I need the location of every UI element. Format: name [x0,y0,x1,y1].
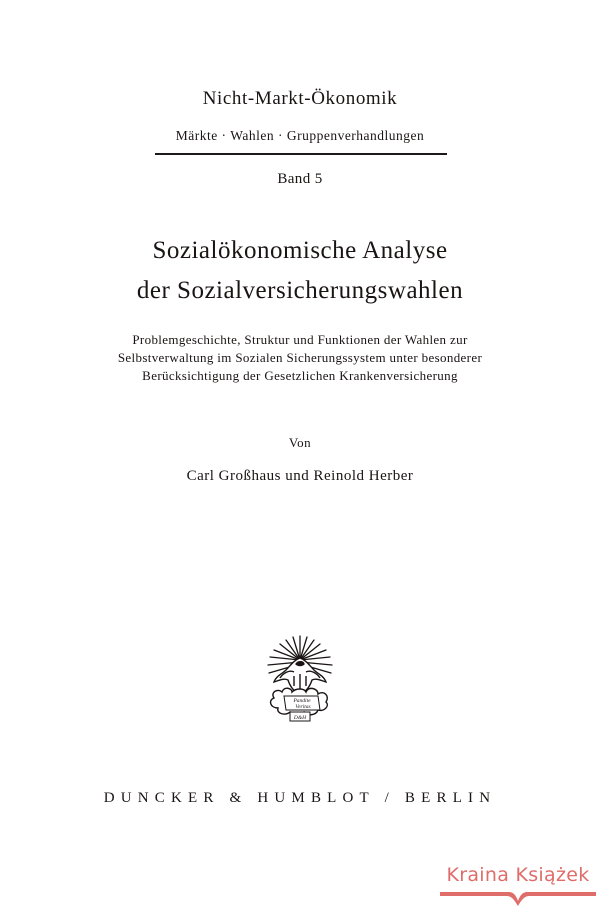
svg-text:Veritas: Veritas [295,704,311,710]
divider-rule [155,153,447,155]
series-title: Nicht-Markt-Ökonomik [202,88,398,109]
authors: Carl Großhaus und Reinold Herber [186,468,414,484]
volume-number: Band 5 [277,171,323,187]
book-title-line-2: der Sozialversicherungswahlen [136,277,464,304]
book-subtitle-line-3: Berücksichtigung der Gesetzlichen Krankenversicherung [142,368,458,383]
open-book-icon [437,889,599,907]
watermark-logo [437,864,599,908]
publisher-imprint: DUNCKER & HUMBLOT / BERLIN [103,790,497,806]
watermark-text: Kraina Książek [446,864,590,886]
by-label: Von [288,435,312,450]
book-title-line-1: Sozialökonomische Analyse [152,237,448,264]
eagle-emblem-icon [260,630,340,725]
book-subtitle-line-1: Problemgeschichte, Struktur und Funktionen der Wahlen zur [132,332,468,347]
book-subtitle-line-2: Selbstverwaltung im Sozialen Sicherungssystem unter besonderer [117,350,483,365]
series-subtitle: Märkte · Wahlen · Gruppenverhandlungen [175,128,425,143]
svg-text:Pandite: Pandite [293,698,311,704]
svg-text:D&H: D&H [293,715,307,721]
